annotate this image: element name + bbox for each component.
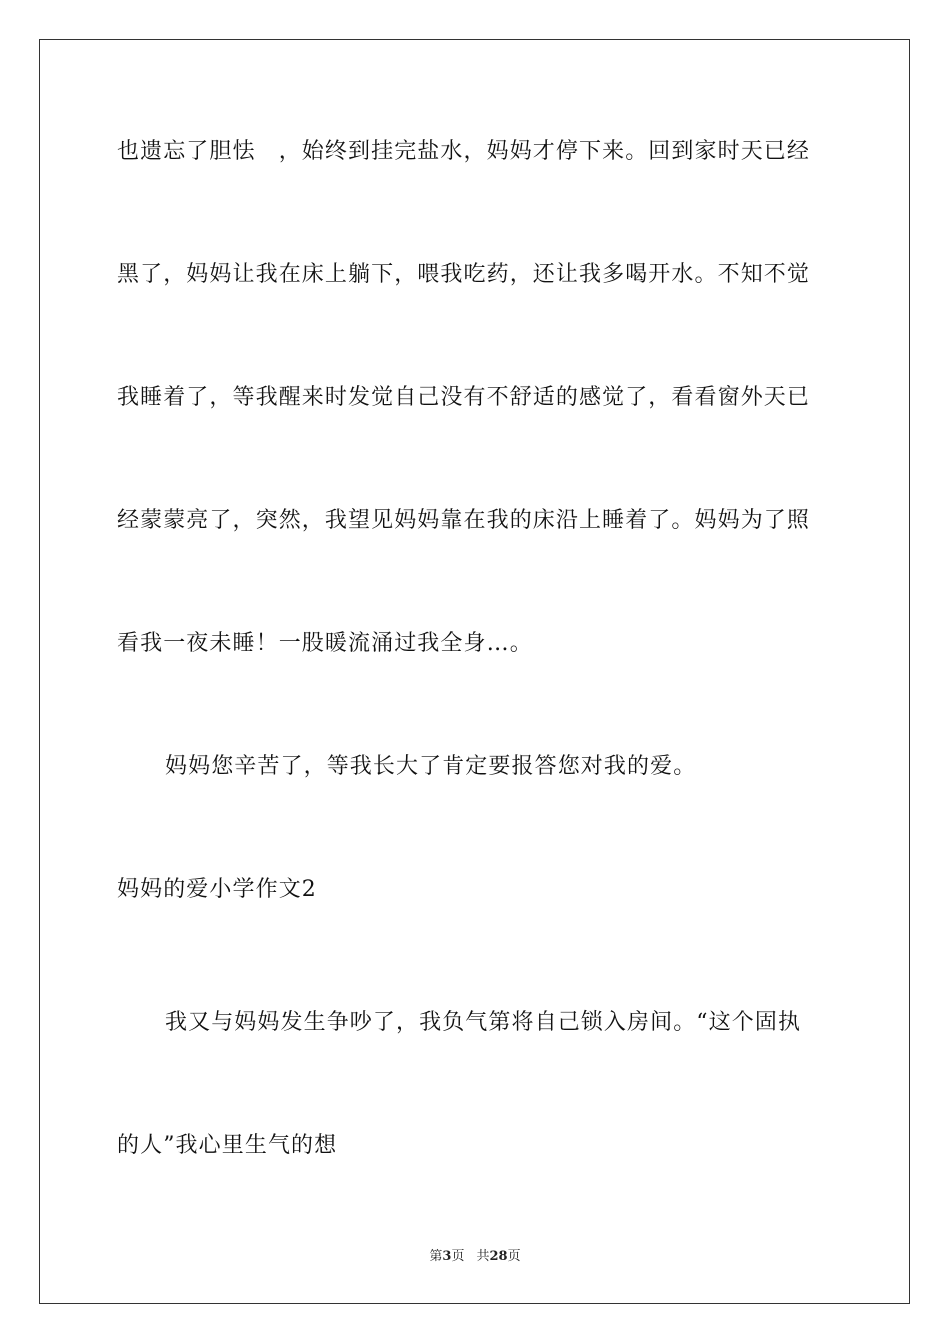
paragraph-line-2: 黑了，妈妈让我在床上躺下，喂我吃药，还让我多喝开水。不知不觉 xyxy=(117,262,811,287)
footer-total-prefix: 共 xyxy=(476,1249,490,1264)
footer-page-suffix: 页 xyxy=(451,1249,465,1264)
paragraph-line-4: 经蒙蒙亮了，突然，我望见妈妈靠在我的床沿上睡着了。妈妈为了照 xyxy=(117,508,811,533)
page-footer xyxy=(0,1248,950,1266)
paragraph-line-1: 也遗忘了胆怯 ，始终到挂完盐水，妈妈才停下来。回到家时天已经 xyxy=(117,139,811,164)
paragraph-line-7: 我又与妈妈发生争吵了，我负气第将自己锁入房间。“这个固执 xyxy=(165,1010,802,1035)
footer-page-prefix: 第 xyxy=(429,1249,443,1264)
paragraph-line-8: 的人”我心里生气的想 xyxy=(117,1133,338,1158)
footer-page-number: 3 xyxy=(442,1249,452,1264)
paragraph-line-6: 妈妈您辛苦了，等我长大了肯定要报答您对我的爱。 xyxy=(165,754,697,779)
footer-total-suffix: 页 xyxy=(507,1249,521,1264)
section-heading: 妈妈的爱小学作文2 xyxy=(117,877,317,902)
paragraph-line-3: 我睡着了，等我醒来时发觉自己没有不舒适的感觉了，看看窗外天已 xyxy=(117,385,811,410)
page-border xyxy=(39,39,910,1304)
paragraph-line-5: 看我一夜未睡！一股暖流涌过我全身…。 xyxy=(117,631,533,656)
footer-total-number: 28 xyxy=(489,1249,508,1264)
